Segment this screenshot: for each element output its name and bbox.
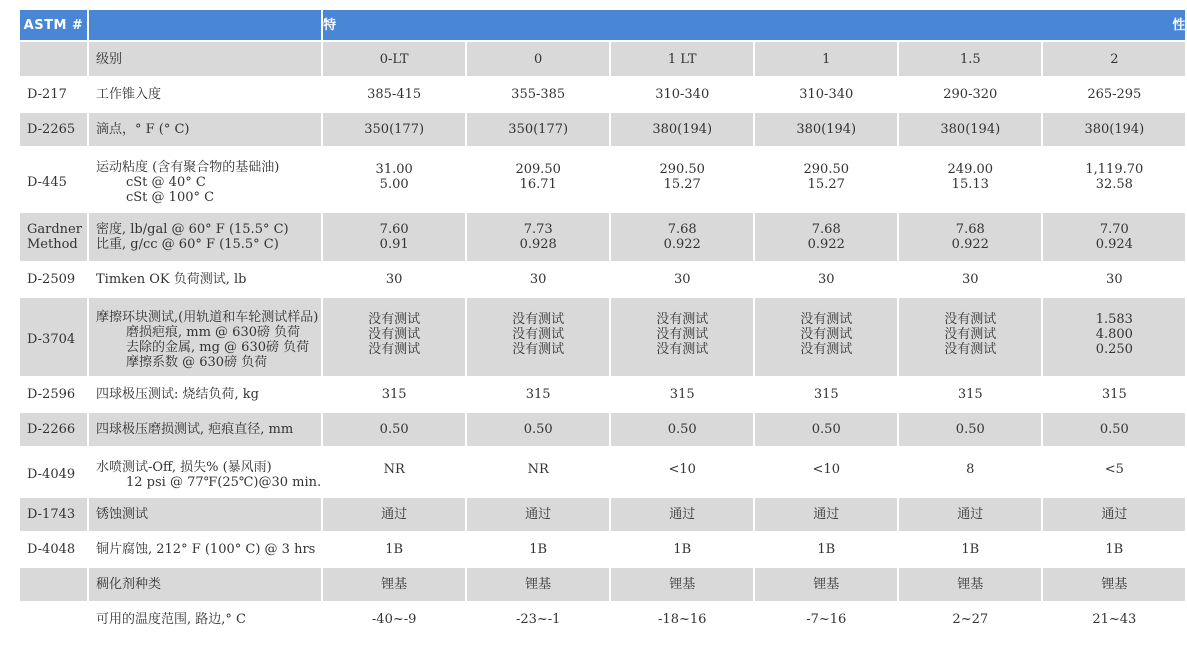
friction-coef-value: 0.250 — [1095, 342, 1133, 357]
table-row — [20, 568, 1185, 601]
property-label: 稠化剂种类 — [89, 568, 321, 601]
density-value: 7.68 — [955, 222, 985, 237]
value-cell: 1B — [323, 533, 465, 566]
value-cell: 通过 — [467, 498, 609, 531]
value-cell: <5 — [1043, 448, 1185, 496]
value-cell: 1B — [467, 533, 609, 566]
value-cell — [467, 298, 609, 376]
value-100c: 15.27 — [807, 177, 845, 192]
astm-code — [20, 568, 87, 601]
wear-scar-value: 没有测试 — [512, 312, 565, 327]
value-cell — [899, 213, 1041, 261]
value-cell — [899, 298, 1041, 376]
grade-cell: 2 — [1043, 42, 1185, 76]
property-sublabel: 磨损疤痕, mm @ 630磅 负荷 — [126, 324, 301, 340]
wear-scar-value: 没有测试 — [656, 312, 709, 327]
astm-header: ASTM # — [20, 10, 87, 40]
property-label: Timken OK 负荷测试, lb — [89, 263, 321, 296]
wear-scar-value: 没有测试 — [800, 312, 853, 327]
value-cell: <10 — [755, 448, 897, 496]
density-value: 7.68 — [667, 222, 697, 237]
density-value: 7.70 — [1099, 222, 1129, 237]
property-label: 四球极压测试: 烧结负荷, kg — [89, 378, 321, 411]
friction-coef-value: 没有测试 — [368, 342, 421, 357]
value-cell: 315 — [611, 378, 753, 411]
property-label-main: 摩擦环块测试,(用轨道和车轮测试样品) — [96, 309, 319, 325]
astm-code: D-4048 — [20, 533, 87, 566]
value-cell: 0.50 — [611, 413, 753, 446]
astm-code: D-1743 — [20, 498, 87, 531]
value-cell: -18~16 — [611, 603, 753, 636]
value-cell: 315 — [899, 378, 1041, 411]
value-40c: 290.50 — [803, 162, 849, 177]
table-row — [20, 413, 1185, 446]
value-100c: 15.13 — [951, 177, 989, 192]
value-cell: NR — [467, 448, 609, 496]
value-cell: 380(194) — [1043, 113, 1185, 146]
property-label — [89, 448, 321, 496]
property-label-main: 比重, g/cc @ 60° F (15.5° C) — [96, 237, 279, 252]
value-cell: 通过 — [755, 498, 897, 531]
value-cell: 通过 — [611, 498, 753, 531]
value-cell — [899, 148, 1041, 211]
property-label — [89, 298, 321, 376]
value-40c: 249.00 — [947, 162, 994, 177]
value-cell: 30 — [323, 263, 465, 296]
value-cell — [467, 148, 609, 211]
value-cell: 30 — [899, 263, 1041, 296]
astm-code: D-2596 — [20, 378, 87, 411]
grease-specs-table — [18, 8, 1187, 638]
value-cell: 315 — [467, 378, 609, 411]
table-row — [20, 113, 1185, 146]
friction-coef-value: 没有测试 — [512, 342, 565, 357]
value-cell: -40~-9 — [323, 603, 465, 636]
property-label-main: 水喷测试-Off, 损失% (暴风雨) — [96, 459, 272, 475]
table-row — [20, 603, 1185, 636]
value-cell: 锂基 — [467, 568, 609, 601]
table-row — [20, 148, 1185, 211]
astm-code — [20, 603, 87, 636]
value-cell — [755, 213, 897, 261]
value-cell: 310-340 — [755, 78, 897, 111]
value-cell: 锂基 — [323, 568, 465, 601]
value-40c: 1,119.70 — [1085, 162, 1144, 177]
value-cell: 315 — [1043, 378, 1185, 411]
property-label: 可用的温度范围, 路边,° C — [89, 603, 321, 636]
value-100c: 15.27 — [663, 177, 701, 192]
property-label: 锈蚀测试 — [89, 498, 321, 531]
grade-astm-cell — [20, 42, 87, 76]
grade-label: 级别 — [89, 42, 321, 76]
value-cell: 0.50 — [755, 413, 897, 446]
table-row — [20, 448, 1185, 496]
property-label-main: 运动粘度 (含有聚合物的基础油) — [96, 159, 280, 175]
wear-scar-value: 1.583 — [1095, 312, 1133, 327]
metal-removed-value: 没有测试 — [800, 327, 853, 342]
value-cell: 0.50 — [1043, 413, 1185, 446]
header-row — [20, 10, 1185, 40]
metal-removed-value: 没有测试 — [944, 327, 997, 342]
value-cell: 290-320 — [899, 78, 1041, 111]
value-cell: 30 — [1043, 263, 1185, 296]
gravity-value: 0.922 — [807, 237, 845, 252]
value-cell — [1043, 213, 1185, 261]
astm-code — [20, 213, 87, 261]
value-cell — [323, 298, 465, 376]
value-cell — [467, 213, 609, 261]
value-cell: 8 — [899, 448, 1041, 496]
density-value: 7.73 — [523, 222, 553, 237]
value-cell: 通过 — [1043, 498, 1185, 531]
value-cell — [611, 213, 753, 261]
header-spacer — [89, 10, 321, 40]
property-label: 滴点，° F (° C) — [89, 113, 321, 146]
value-cell: 锂基 — [755, 568, 897, 601]
value-100c: 32.58 — [1095, 177, 1133, 192]
astm-code: D-2509 — [20, 263, 87, 296]
property-sublabel: 摩擦系数 @ 630磅 负荷 — [126, 354, 268, 370]
value-cell — [755, 298, 897, 376]
property-sublabel: 去除的金属, mg @ 630磅 负荷 — [126, 339, 310, 355]
value-cell: 0.50 — [467, 413, 609, 446]
value-cell: 310-340 — [611, 78, 753, 111]
value-40c: 31.00 — [375, 162, 413, 177]
table-row — [20, 213, 1185, 261]
wear-scar-value: 没有测试 — [944, 312, 997, 327]
table-row — [20, 533, 1185, 566]
property-label — [89, 148, 321, 211]
value-40c: 290.50 — [659, 162, 705, 177]
value-cell: 1B — [611, 533, 753, 566]
table-row — [20, 298, 1185, 376]
astm-code: D-3704 — [20, 298, 87, 376]
value-cell: 通过 — [323, 498, 465, 531]
astm-code: D-2265 — [20, 113, 87, 146]
property-sublabel: cSt @ 40° C — [126, 174, 206, 190]
value-100c: 16.71 — [519, 177, 557, 192]
property-label: 四球极压磨损测试, 疤痕直径, mm — [89, 413, 321, 446]
astm-code: D-217 — [20, 78, 87, 111]
value-cell: 0.50 — [323, 413, 465, 446]
gravity-value: 0.922 — [663, 237, 701, 252]
value-cell — [611, 148, 753, 211]
wear-scar-value: 没有测试 — [368, 312, 421, 327]
value-cell: <10 — [611, 448, 753, 496]
value-cell: 30 — [755, 263, 897, 296]
property-label-main: 密度, lb/gal @ 60° F (15.5° C) — [96, 222, 289, 237]
grade-row — [20, 42, 1185, 76]
metal-removed-value: 4.800 — [1095, 327, 1133, 342]
gravity-value: 0.91 — [379, 237, 409, 252]
value-cell — [1043, 148, 1185, 211]
value-cell — [611, 298, 753, 376]
value-cell: 350(177) — [323, 113, 465, 146]
value-cell — [1043, 298, 1185, 376]
value-cell: 380(194) — [611, 113, 753, 146]
value-cell: 315 — [755, 378, 897, 411]
value-cell — [323, 213, 465, 261]
metal-removed-value: 没有测试 — [656, 327, 709, 342]
value-cell: 通过 — [899, 498, 1041, 531]
friction-coef-value: 没有测试 — [800, 342, 853, 357]
density-value: 7.60 — [379, 222, 409, 237]
value-cell: 30 — [611, 263, 753, 296]
value-cell: -7~16 — [755, 603, 897, 636]
property-label: 工作锥入度 — [89, 78, 321, 111]
value-cell: 1B — [899, 533, 1041, 566]
value-cell: 315 — [323, 378, 465, 411]
property-label — [89, 213, 321, 261]
value-cell: 锂基 — [611, 568, 753, 601]
value-cell — [755, 148, 897, 211]
value-cell: 380(194) — [899, 113, 1041, 146]
value-cell: 0.50 — [899, 413, 1041, 446]
value-cell: 355-385 — [467, 78, 609, 111]
value-cell: 1B — [755, 533, 897, 566]
value-40c: 209.50 — [515, 162, 561, 177]
value-cell: 1B — [1043, 533, 1185, 566]
value-cell: 21~43 — [1043, 603, 1185, 636]
property-sublabel: 12 psi @ 77℉(25℃)@30 min. — [126, 474, 322, 490]
value-cell: -23~-1 — [467, 603, 609, 636]
value-cell: 380(194) — [755, 113, 897, 146]
table-row — [20, 263, 1185, 296]
grade-cell: 1.5 — [899, 42, 1041, 76]
value-cell: 2~27 — [899, 603, 1041, 636]
table-row — [20, 498, 1185, 531]
property-label: 铜片腐蚀, 212° F (100° C) @ 3 hrs — [89, 533, 321, 566]
grade-cell: 1 — [755, 42, 897, 76]
density-value: 7.68 — [811, 222, 841, 237]
astm-code-text: Gardner Method — [27, 222, 82, 252]
value-cell: NR — [323, 448, 465, 496]
property-sublabel: cSt @ 100° C — [126, 189, 215, 205]
friction-coef-value: 没有测试 — [656, 342, 709, 357]
gravity-value: 0.928 — [519, 237, 557, 252]
grade-cell: 0 — [467, 42, 609, 76]
gravity-value: 0.924 — [1095, 237, 1133, 252]
grade-cell: 1 LT — [611, 42, 753, 76]
value-cell: 30 — [467, 263, 609, 296]
table-row — [20, 78, 1185, 111]
value-cell: 锂基 — [1043, 568, 1185, 601]
gravity-value: 0.922 — [951, 237, 989, 252]
value-cell: 350(177) — [467, 113, 609, 146]
astm-code: D-2266 — [20, 413, 87, 446]
value-cell: 385-415 — [323, 78, 465, 111]
astm-code: D-445 — [20, 148, 87, 211]
value-100c: 5.00 — [379, 177, 409, 192]
grade-cell: 0-LT — [323, 42, 465, 76]
properties-header: 特 性 — [323, 10, 1185, 40]
metal-removed-value: 没有测试 — [368, 327, 421, 342]
value-cell: 锂基 — [899, 568, 1041, 601]
table-row — [20, 378, 1185, 411]
friction-coef-value: 没有测试 — [944, 342, 997, 357]
value-cell — [323, 148, 465, 211]
value-cell: 265-295 — [1043, 78, 1185, 111]
astm-code: D-4049 — [20, 448, 87, 496]
metal-removed-value: 没有测试 — [512, 327, 565, 342]
